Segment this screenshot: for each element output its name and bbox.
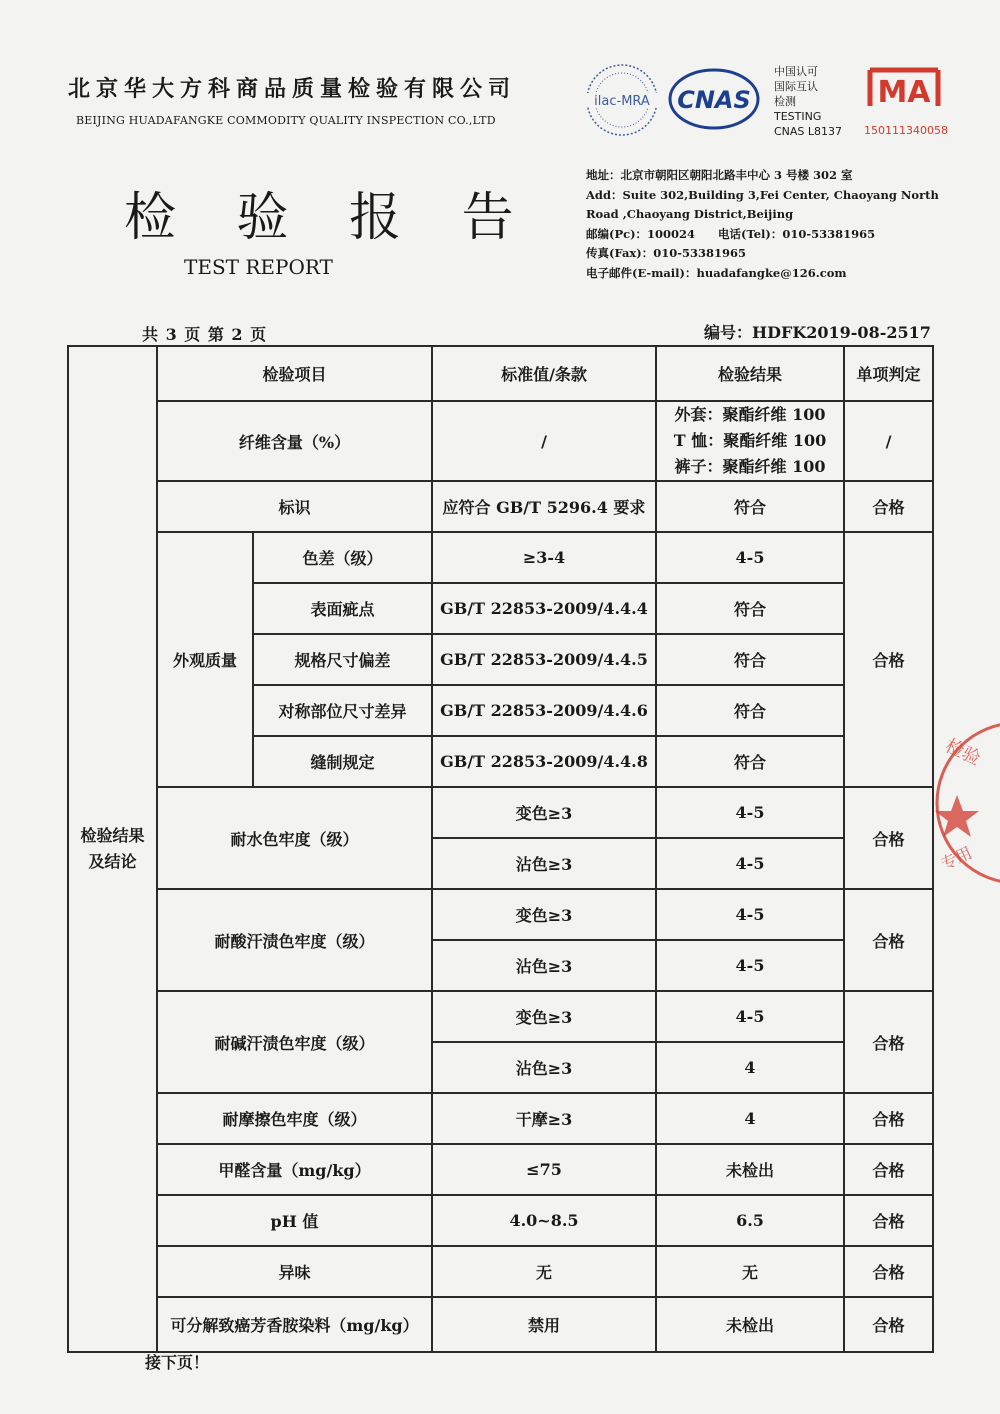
header-verdict: 单项判定 bbox=[844, 346, 933, 401]
row-item: pH 值 bbox=[157, 1195, 432, 1246]
row-verdict: 合格 bbox=[844, 1093, 933, 1144]
row-result: 4 bbox=[656, 1093, 844, 1144]
row-result: 4-5 bbox=[656, 787, 844, 838]
report-number: 编号：HDFK2019-08-2517 bbox=[704, 323, 931, 342]
svg-text:检验: 检验 bbox=[942, 735, 984, 770]
svg-text:CNAS: CNAS bbox=[677, 86, 751, 114]
cnas-line: 中国认可 bbox=[774, 65, 818, 78]
row-standard: / bbox=[432, 401, 656, 481]
row-result: 符合 bbox=[656, 634, 844, 685]
results-table bbox=[67, 345, 934, 1353]
table-row bbox=[68, 787, 933, 838]
row-verdict: 合格 bbox=[844, 991, 933, 1093]
svg-text:ilac-MRA: ilac-MRA bbox=[594, 94, 650, 109]
row-verdict: 合格 bbox=[844, 1246, 933, 1297]
address-line: 电子邮件(E-mail)：huadafangke@126.com bbox=[586, 265, 847, 280]
address-line: Add：Suite 302,Building 3,Fei Center, Chaoyang North bbox=[586, 187, 939, 202]
row-result: 符合 bbox=[656, 685, 844, 736]
row-result: 4-5 bbox=[656, 940, 844, 991]
row-standard: 变色≥3 bbox=[432, 991, 656, 1042]
row-result: 4-5 bbox=[656, 838, 844, 889]
row-standard: ≥3-4 bbox=[432, 532, 656, 583]
cnas-accreditation-text bbox=[774, 64, 842, 139]
table-header-row bbox=[68, 346, 933, 401]
report-title-en: TEST REPORT bbox=[184, 255, 333, 279]
svg-text:MA: MA bbox=[877, 75, 931, 110]
section-label: 检验结果 及结论 bbox=[68, 346, 157, 1352]
row-subitem: 对称部位尺寸差异 bbox=[253, 685, 432, 736]
row-standard: GB/T 22853-2009/4.4.5 bbox=[432, 634, 656, 685]
row-verdict: 合格 bbox=[844, 532, 933, 787]
address-line: 邮编(Pc)：100024 电话(Tel)：010-53381965 bbox=[586, 226, 876, 241]
row-verdict: 合格 bbox=[844, 787, 933, 889]
table-row bbox=[68, 1144, 933, 1195]
row-result: 4-5 bbox=[656, 991, 844, 1042]
table-row bbox=[68, 1195, 933, 1246]
address-line: Road ,Chaoyang District,Beijing bbox=[586, 207, 794, 221]
row-standard: 干摩≥3 bbox=[432, 1093, 656, 1144]
row-verdict: 合格 bbox=[844, 1195, 933, 1246]
cma-logo bbox=[862, 66, 946, 110]
row-standard: 沾色≥3 bbox=[432, 940, 656, 991]
row-result: 符合 bbox=[656, 583, 844, 634]
address-block bbox=[586, 166, 939, 283]
row-result: 4-5 bbox=[656, 889, 844, 940]
table-row bbox=[68, 401, 933, 481]
row-item: 纤维含量（%） bbox=[157, 401, 432, 481]
row-verdict: / bbox=[844, 401, 933, 481]
row-verdict: 合格 bbox=[844, 1144, 933, 1195]
address-line: 地址：北京市朝阳区朝阳北路丰中心 3 号楼 302 室 bbox=[586, 168, 853, 182]
cma-number: 150111340058 bbox=[864, 124, 948, 137]
cnas-line: CNAS L8137 bbox=[774, 125, 843, 138]
header-result: 检验结果 bbox=[656, 346, 844, 401]
row-standard: 沾色≥3 bbox=[432, 838, 656, 889]
row-standard: GB/T 22853-2009/4.4.8 bbox=[432, 736, 656, 787]
table-row bbox=[68, 1297, 933, 1352]
table-row bbox=[68, 889, 933, 940]
row-item: 耐摩擦色牢度（级） bbox=[157, 1093, 432, 1144]
row-standard: 沾色≥3 bbox=[432, 1042, 656, 1093]
row-result: 符合 bbox=[656, 736, 844, 787]
fiber-result-line: 外套：聚酯纤维 100 bbox=[674, 405, 826, 424]
table-row bbox=[68, 481, 933, 532]
company-name-cn: 北京华大方科商品质量检验有限公司 bbox=[68, 76, 517, 102]
row-item: 耐酸汗渍色牢度（级） bbox=[157, 889, 432, 991]
row-item: 可分解致癌芳香胺染料（mg/kg） bbox=[157, 1297, 432, 1352]
row-verdict: 合格 bbox=[844, 1297, 933, 1352]
fiber-result-line: T 恤：聚酯纤维 100 bbox=[673, 431, 827, 450]
cnas-line: TESTING bbox=[774, 110, 822, 123]
cnas-logo bbox=[668, 68, 760, 130]
fiber-result-line: 裤子：聚酯纤维 100 bbox=[674, 457, 826, 476]
row-result: 未检出 bbox=[656, 1297, 844, 1352]
report-title-cn: 检 验 报 告 bbox=[124, 188, 536, 248]
row-result: 6.5 bbox=[656, 1195, 844, 1246]
row-result: 无 bbox=[656, 1246, 844, 1297]
row-item: 甲醛含量（mg/kg） bbox=[157, 1144, 432, 1195]
row-standard: 4.0~8.5 bbox=[432, 1195, 656, 1246]
row-standard: 无 bbox=[432, 1246, 656, 1297]
table-row bbox=[68, 1246, 933, 1297]
row-result: 符合 bbox=[656, 481, 844, 532]
svg-text:专用: 专用 bbox=[937, 842, 975, 874]
row-item: 异味 bbox=[157, 1246, 432, 1297]
row-standard: GB/T 22853-2009/4.4.4 bbox=[432, 583, 656, 634]
row-verdict: 合格 bbox=[844, 889, 933, 991]
row-item: 标识 bbox=[157, 481, 432, 532]
cnas-line: 国际互认 bbox=[774, 80, 818, 93]
row-subitem: 缝制规定 bbox=[253, 736, 432, 787]
group-item: 外观质量 bbox=[157, 532, 253, 787]
table-row bbox=[68, 1093, 933, 1144]
row-standard: ≤75 bbox=[432, 1144, 656, 1195]
row-result: 4 bbox=[656, 1042, 844, 1093]
row-result: 4-5 bbox=[656, 532, 844, 583]
row-standard: 变色≥3 bbox=[432, 787, 656, 838]
table-row bbox=[68, 991, 933, 1042]
ilac-mra-logo bbox=[584, 62, 660, 138]
table-row bbox=[68, 532, 933, 583]
row-item: 耐碱汗渍色牢度（级） bbox=[157, 991, 432, 1093]
row-standard: GB/T 22853-2009/4.4.6 bbox=[432, 685, 656, 736]
row-result: 未检出 bbox=[656, 1144, 844, 1195]
page-info: 共 3 页 第 2 页 bbox=[142, 325, 268, 344]
header-item: 检验项目 bbox=[157, 346, 432, 401]
red-seal-stamp bbox=[935, 715, 1000, 890]
continued-note: 接下页！ bbox=[145, 1353, 210, 1372]
header-standard: 标准值/条款 bbox=[432, 346, 656, 401]
row-item: 耐水色牢度（级） bbox=[157, 787, 432, 889]
row-standard: 变色≥3 bbox=[432, 889, 656, 940]
row-subitem: 规格尺寸偏差 bbox=[253, 634, 432, 685]
row-subitem: 色差（级） bbox=[253, 532, 432, 583]
row-verdict: 合格 bbox=[844, 481, 933, 532]
row-standard: 应符合 GB/T 5296.4 要求 bbox=[432, 481, 656, 532]
row-result bbox=[656, 401, 844, 481]
cnas-line: 检测 bbox=[774, 95, 796, 108]
company-name-en: BEIJING HUADAFANGKE COMMODITY QUALITY INSPECTION CO.,LTD bbox=[76, 114, 496, 127]
address-line: 传真(Fax)：010-53381965 bbox=[586, 246, 747, 260]
row-standard: 禁用 bbox=[432, 1297, 656, 1352]
row-subitem: 表面疵点 bbox=[253, 583, 432, 634]
